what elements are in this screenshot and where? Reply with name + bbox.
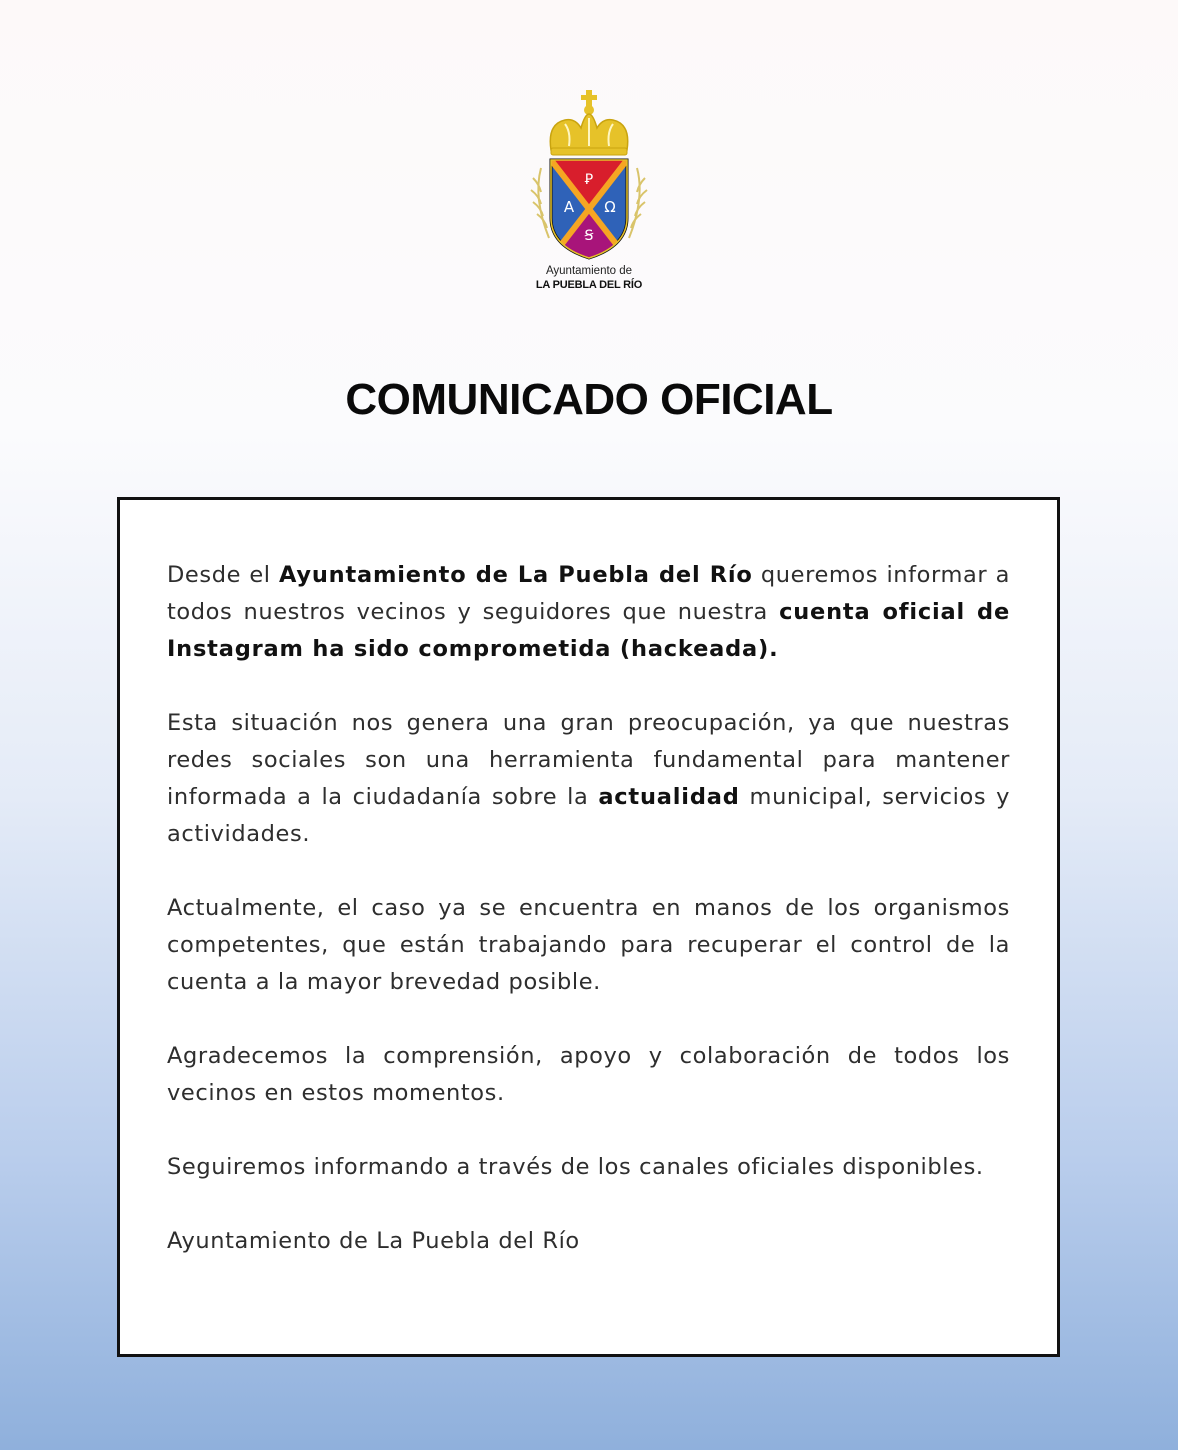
p1-bold-2: cuenta oficial de Instagram ha sido comprometida (hackeada). — [167, 599, 1011, 662]
p1-text-1: Desde el — [167, 562, 279, 588]
crest-caption-line2: LA PUEBLA DEL RÍO — [535, 279, 643, 291]
crown-icon — [550, 90, 627, 155]
wheat-left-icon — [531, 168, 549, 238]
crest-letter-alpha: Α — [563, 198, 575, 216]
signature: Ayuntamiento de La Puebla del Río — [167, 1228, 580, 1254]
paragraph-hack-notice — [167, 557, 1010, 668]
crest-caption-line1: Ayuntamiento de — [545, 265, 633, 277]
wheat-right-icon — [629, 168, 647, 238]
municipal-crest — [0, 88, 1178, 303]
page-title: COMUNICADO OFICIAL — [345, 375, 833, 424]
p2-text-1: Esta situación nos genera una gran preocupación, ya que nuestras redes sociales son una herramienta fundamental para mantener informada a la ciudadanía sobre la — [167, 710, 1010, 810]
p1-text-2: queremos informar a todos nuestros vecinos y seguidores que nuestra — [167, 562, 1010, 625]
paragraph-investigation: Actualmente, el caso ya se encuentra en manos de los organismos competentes, que están trabajando para recuperar el control de la cuenta a la mayor brevedad posible. — [167, 895, 1010, 995]
coat-of-arms-logo — [519, 88, 659, 268]
shield-icon — [551, 160, 627, 258]
crest-letter-top: Ꝑ — [584, 172, 594, 188]
paragraph-concern — [167, 705, 1010, 853]
crest-letter-bottom: Ꞩ — [584, 228, 594, 244]
p1-bold-1: Ayuntamiento de La Puebla del Río — [278, 562, 753, 588]
p2-text-2: municipal, servicios y actividades. — [167, 784, 1010, 847]
crest-letter-omega: Ω — [604, 198, 616, 216]
p2-bold-1: actualidad — [598, 784, 740, 810]
crest-caption — [536, 264, 642, 292]
paragraph-updates: Seguiremos informando a través de los canales oficiales disponibles. — [167, 1154, 984, 1180]
statement-box — [117, 497, 1060, 1357]
paragraph-thanks: Agradecemos la comprensión, apoyo y colaboración de todos los vecinos en estos momentos. — [167, 1043, 1010, 1106]
